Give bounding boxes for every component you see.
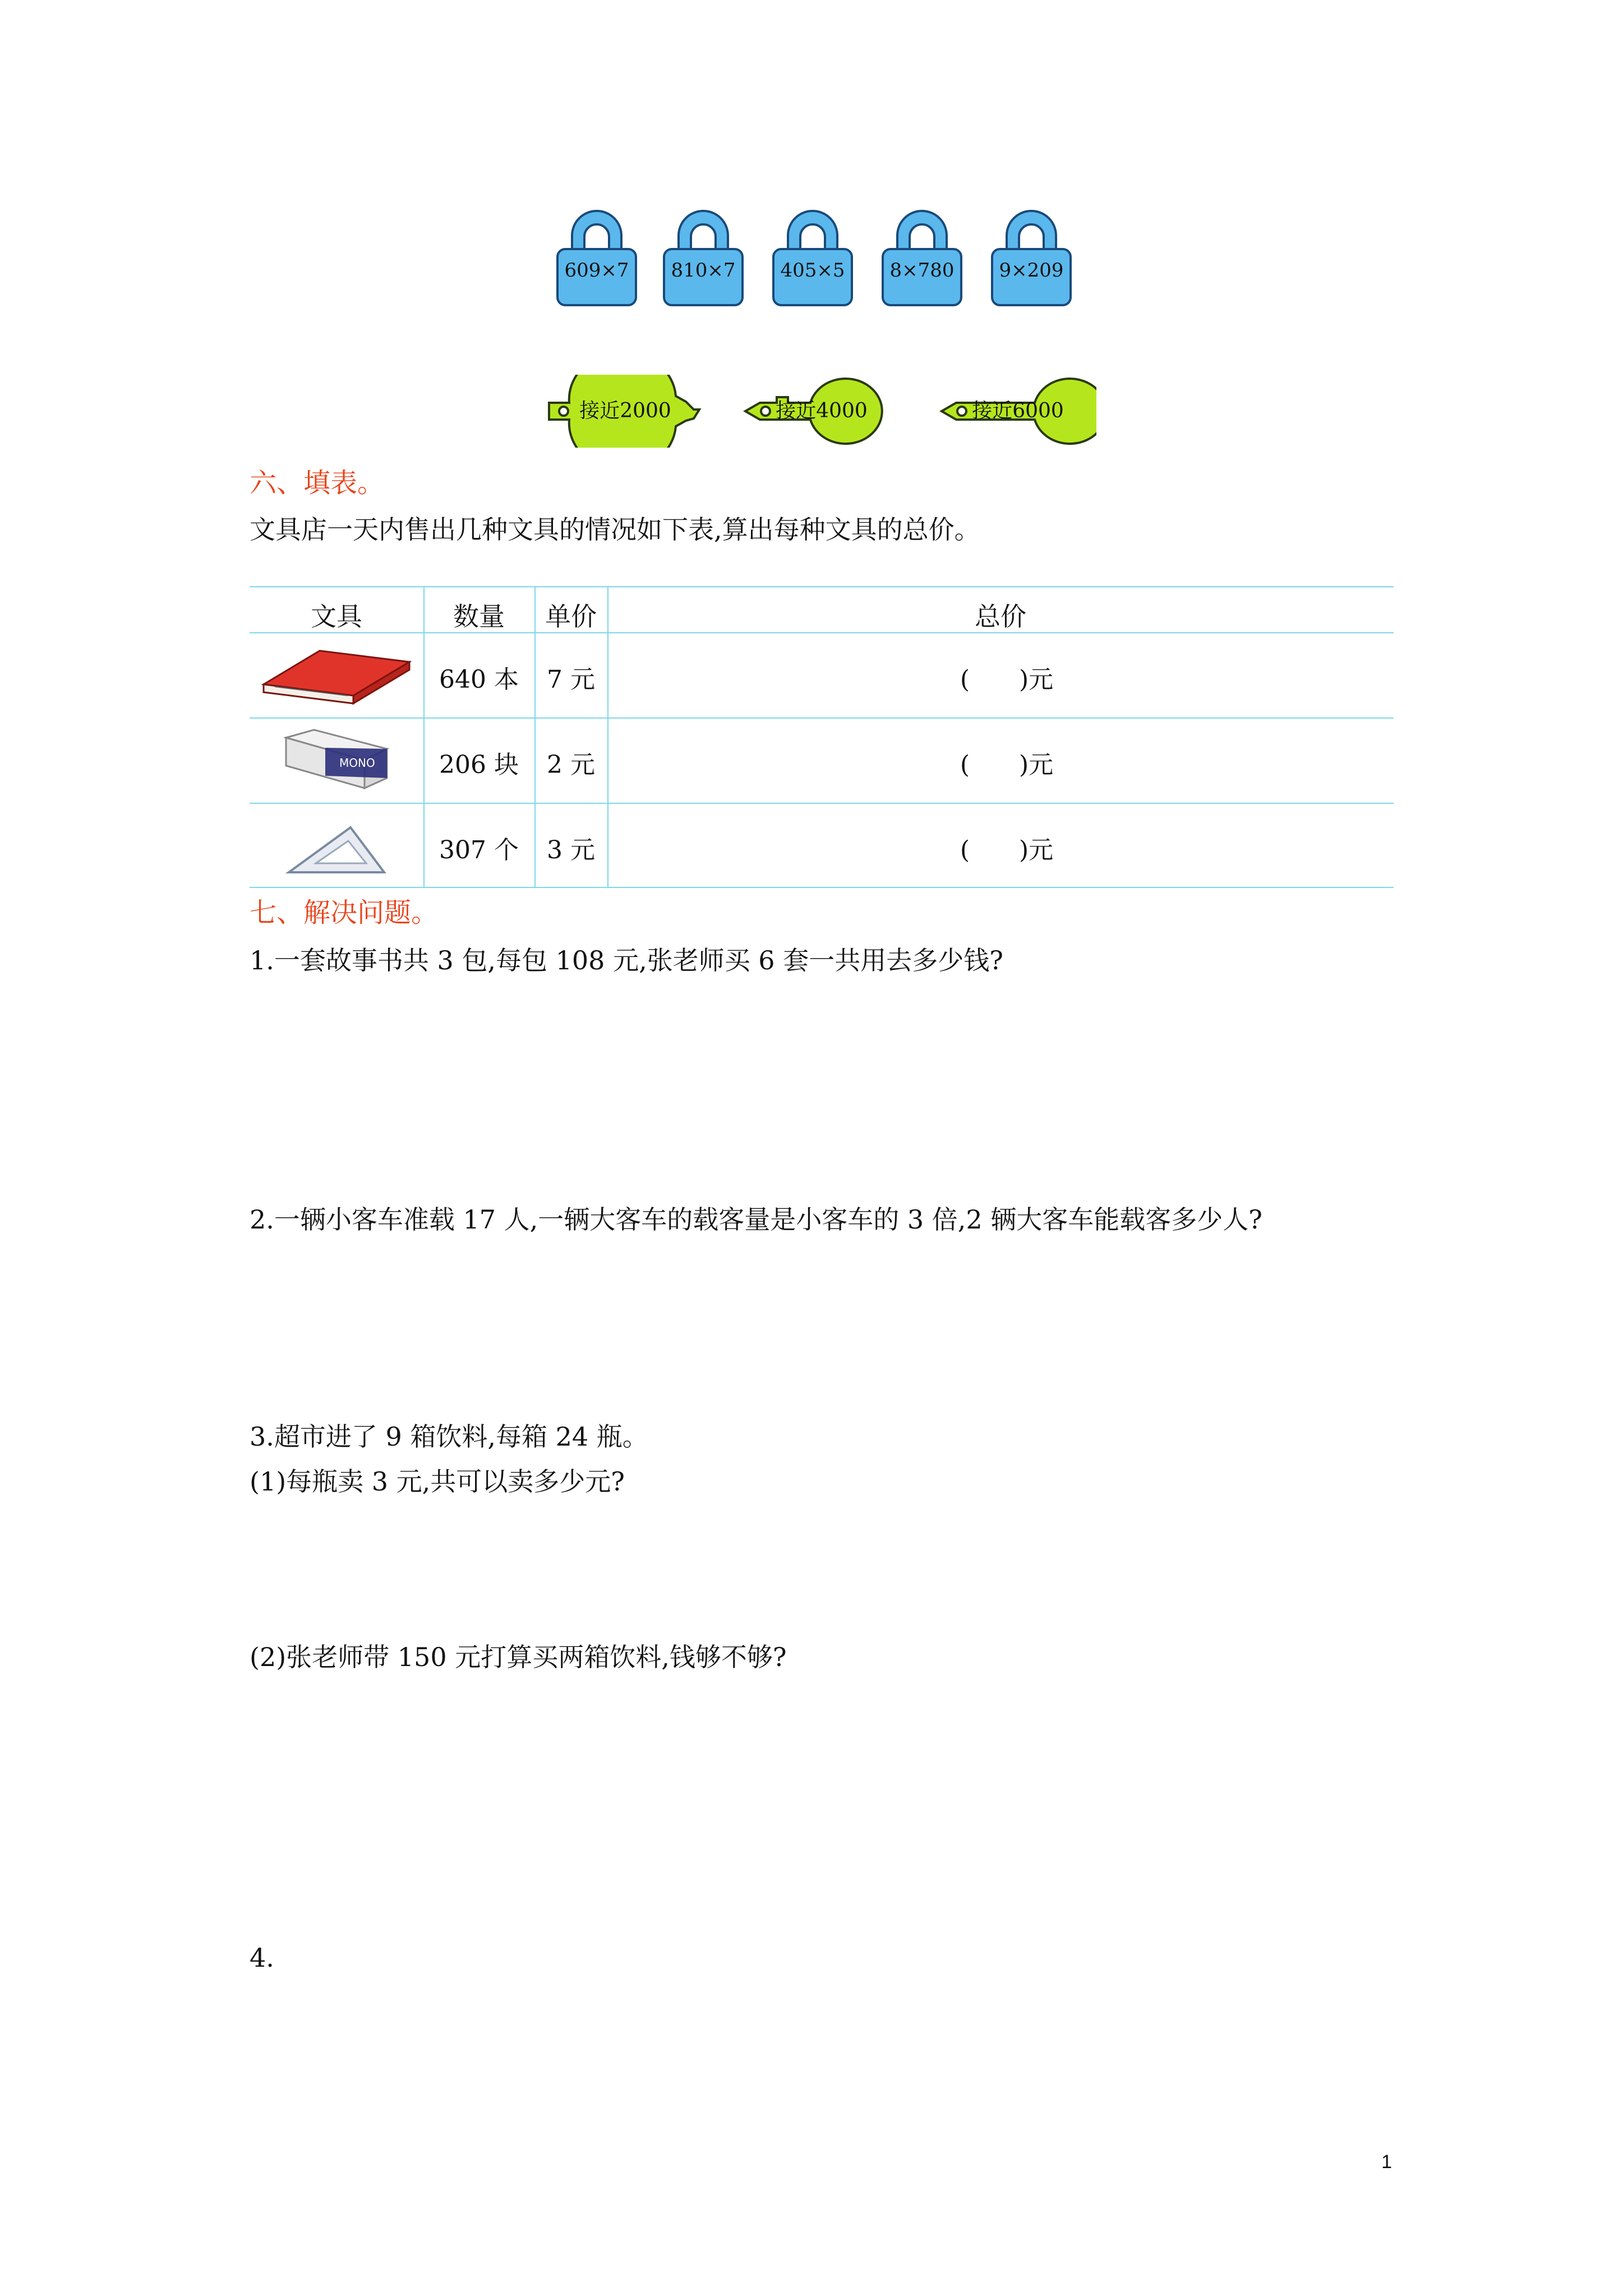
table-cell-price: 3 元	[547, 836, 595, 864]
section6-intro: 文具店一天内售出几种文具的情况如下表,算出每种文具的总价。	[250, 514, 980, 545]
book-icon	[258, 645, 415, 707]
question-3-part-1: (1)每瓶卖 3 元,共可以卖多少元?	[250, 1466, 625, 1497]
key-label: 接近4000	[776, 399, 868, 422]
table-cell-total: ( )元	[960, 751, 1054, 779]
eraser-icon	[280, 726, 393, 794]
question-3-part-2: (2)张老师带 150 元打算买两箱饮料,钱够不够?	[250, 1642, 787, 1672]
table-cell-price: 2 元	[547, 751, 595, 779]
table-cell-price: 7 元	[547, 665, 595, 694]
svg-text:MONO: MONO	[339, 756, 375, 770]
lock-icon	[771, 208, 854, 307]
lock-label: 810×7	[671, 259, 736, 282]
page-number: 1	[1381, 2151, 1392, 2173]
lock-label: 9×209	[999, 259, 1064, 282]
lock-icon	[555, 208, 638, 307]
table-cell-total: ( )元	[960, 836, 1054, 864]
table-cell-quantity: 307 个	[439, 836, 519, 864]
question-3: 3.超市进了 9 箱饮料,每箱 24 瓶。	[250, 1421, 648, 1452]
lock-label: 609×7	[564, 259, 629, 282]
lock-icon	[990, 208, 1073, 307]
section7-heading: 七、解决问题。	[250, 897, 439, 928]
lock-label: 405×5	[780, 259, 845, 282]
keys-row	[547, 375, 1096, 448]
header-price: 单价	[545, 601, 597, 632]
key-label: 接近2000	[579, 399, 671, 422]
stationery-table	[250, 586, 1394, 888]
key-icon	[743, 375, 900, 448]
table-cell-quantity: 640 本	[439, 665, 519, 694]
question-2: 2.一辆小客车准载 17 人,一辆大客车的载客量是小客车的 3 倍,2 辆大客车能载客多少人?	[250, 1204, 1262, 1235]
table-cell-quantity: 206 块	[439, 751, 519, 779]
table-cell-total: ( )元	[960, 665, 1054, 694]
question-4: 4.	[250, 1943, 274, 1973]
question-1: 1.一套故事书共 3 包,每包 108 元,张老师买 6 套一共用去多少钱?	[250, 945, 1003, 976]
lock-label: 8×780	[889, 259, 955, 282]
locks-row	[555, 208, 1077, 309]
key-icon	[547, 375, 704, 448]
set-square-icon	[283, 816, 390, 878]
section6-heading: 六、填表。	[250, 467, 385, 499]
header-item: 文具	[311, 601, 362, 632]
key-icon	[939, 375, 1096, 448]
key-label: 接近6000	[972, 399, 1064, 422]
lock-icon	[662, 208, 745, 307]
lock-icon	[880, 208, 963, 307]
header-total: 总价	[975, 601, 1026, 632]
header-quantity: 数量	[453, 601, 505, 632]
